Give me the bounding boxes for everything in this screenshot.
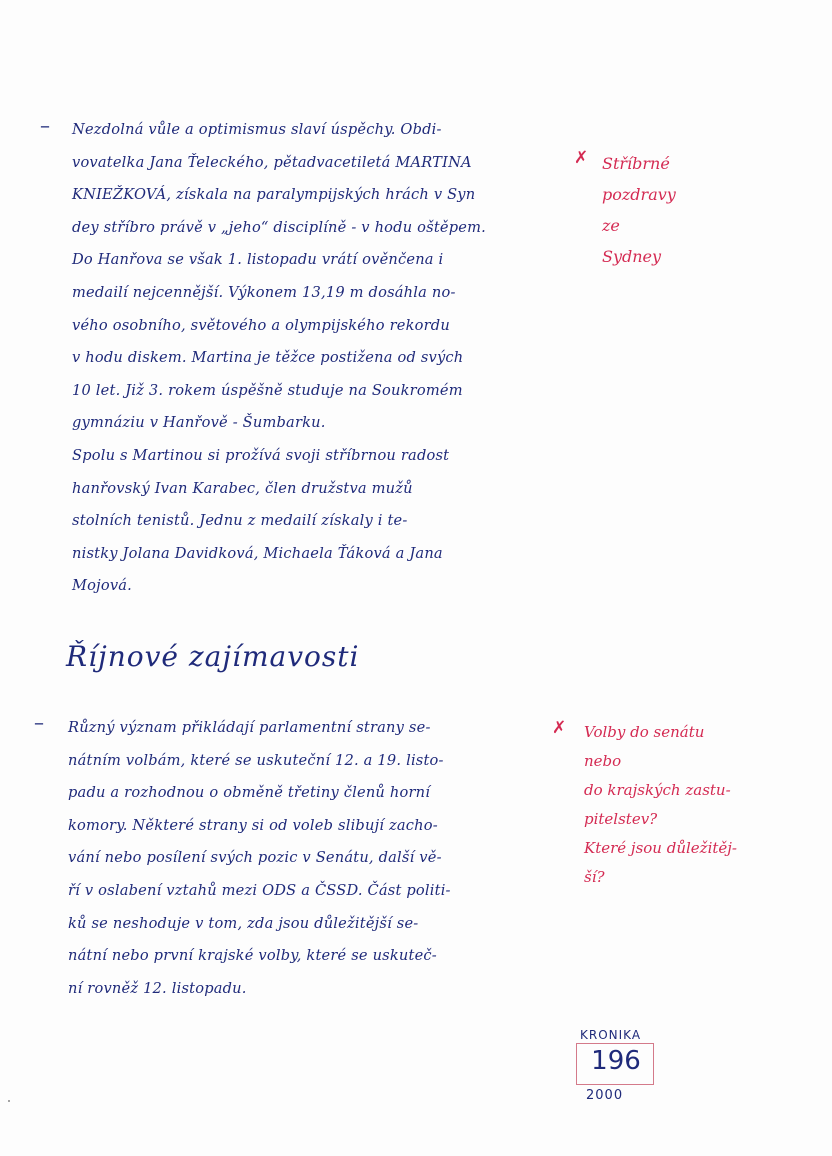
section1-line: hanřovský Ivan Karabec, člen družstva mužů	[72, 479, 413, 497]
section1-line: stolních tenistů. Jednu z medailí získaly i te-	[72, 512, 408, 530]
note-line: Stříbrné	[602, 154, 670, 173]
section1-line: vého osobního, světového a olympijského rekordu	[72, 316, 450, 334]
section2-line: ří v oslabení vztahů mezi ODS a ČSSD. Část politi-	[68, 881, 451, 899]
section2-line: nátním volbám, které se uskuteční 12. a 19. listo-	[68, 751, 444, 769]
note-line: Volby do senátu	[584, 723, 705, 741]
section2-dash: –	[34, 710, 45, 734]
section1-line: KNIEŽKOVÁ, získala na paralympijských hrách v Syn	[72, 186, 476, 204]
section2-line: ní rovněž 12. listopadu.	[68, 979, 247, 997]
section2-line: komory. Některé strany si od voleb slibují zacho-	[68, 816, 438, 834]
section1-line: medailí nejcennější. Výkonem 13,19 m dosáhla no-	[72, 283, 456, 301]
section1-line: Mojová.	[72, 577, 133, 595]
page-number: 196	[591, 1046, 641, 1076]
section1-dash: –	[40, 113, 51, 137]
section1-line: Nezdolná vůle a optimismus slaví úspěchy. Obdi-	[72, 121, 442, 138]
section2-line: ků se neshoduje v tom, zda jsou důležitější se-	[68, 914, 419, 932]
note-line: ší?	[584, 868, 605, 886]
section2-line: nátní nebo první krajské volby, které se uskuteč-	[68, 947, 437, 965]
section1-line: dey stříbro právě v „jeho“ disciplíně - v hodu oštěpem.	[72, 218, 486, 236]
section1-note-marker-icon: ✗	[574, 148, 589, 168]
section1-margin-note	[602, 148, 676, 272]
section2-line: Různý význam přikládají parlamentní strany se-	[68, 719, 431, 736]
stamp-label: KRONIKA	[580, 1028, 642, 1042]
section1-line: gymnáziu v Hanřově - Šumbarku.	[72, 414, 326, 432]
paper-speck	[8, 1100, 10, 1102]
section1-line: 10 let. Již 3. rokem úspěšně studuje na Soukromém	[72, 381, 463, 399]
section2-note-marker-icon: ✗	[552, 718, 567, 738]
note-line: Které jsou důležitěj-	[584, 839, 737, 857]
note-line: Sydney	[602, 247, 662, 266]
section2-line: padu a rozhodnou o obměně třetiny členů horní	[68, 784, 431, 802]
section1-line: Do Hanřova se však 1. listopadu vrátí ověnčena i	[72, 251, 444, 269]
note-line: pozdravy	[602, 185, 676, 204]
note-line: ze	[602, 216, 620, 235]
note-line: do krajských zastu-	[584, 781, 731, 799]
section1-line: nistky Jolana Davidková, Michaela Ťáková a Jana	[72, 544, 443, 562]
stamp-year: 2000	[586, 1088, 624, 1103]
section1-line: Spolu s Martinou si prožívá svoji stříbrnou radost	[72, 446, 450, 464]
section2-body	[68, 712, 451, 1005]
section1-line: vovatelka Jana Ťeleckého, pětadvacetiletá MARTINA	[72, 153, 472, 171]
note-line: nebo	[584, 752, 622, 770]
section2-margin-note	[584, 718, 737, 892]
section-heading: Říjnové zajímavosti	[66, 640, 360, 673]
section1-line: v hodu diskem. Martina je těžce postižena od svých	[72, 349, 464, 367]
section2-line: vání nebo posílení svých pozic v Senátu, další vě-	[68, 849, 442, 867]
section1-body	[72, 114, 486, 603]
note-line: pitelstev?	[584, 810, 658, 828]
